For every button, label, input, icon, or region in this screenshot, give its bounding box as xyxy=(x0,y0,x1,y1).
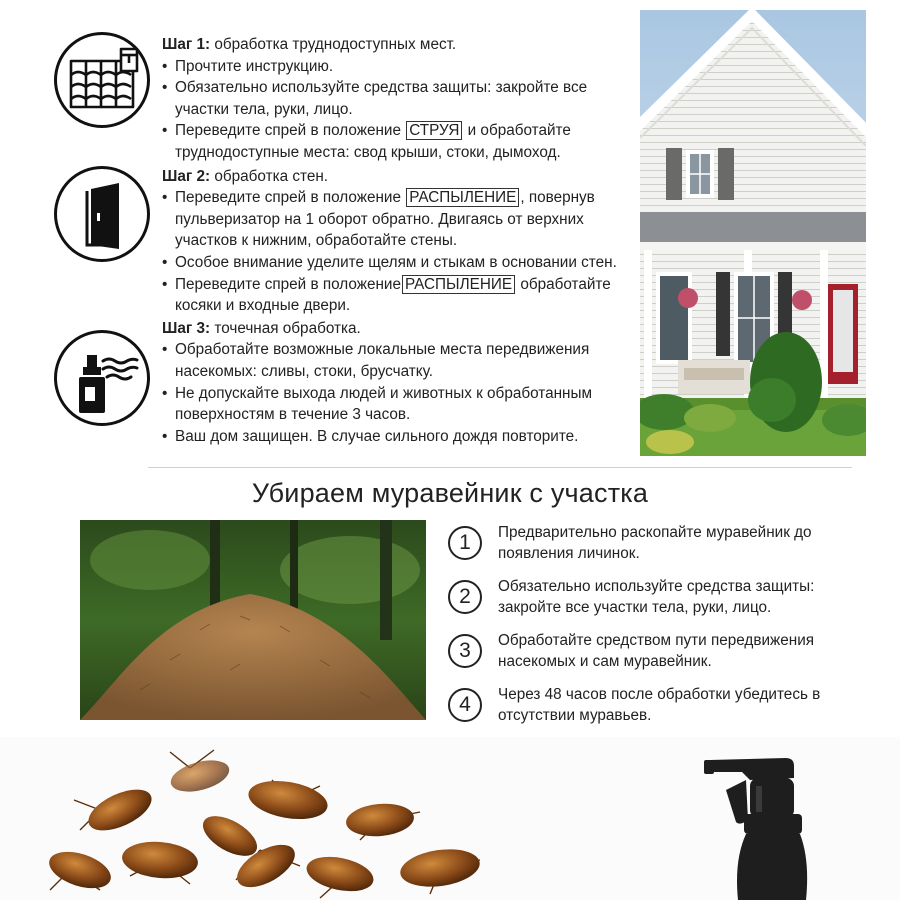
list-item xyxy=(442,628,882,678)
step-3-heading: Шаг 3: точечная обработка. xyxy=(162,319,361,337)
step-2 xyxy=(162,166,632,317)
spray-can-icon xyxy=(54,330,150,426)
step-number: 3 xyxy=(448,634,482,668)
anthill-photo xyxy=(80,520,426,720)
treatment-steps xyxy=(162,34,632,447)
step-3-bullet: • Не допускайте выхода людей и животных к обработанным поверхностям в течение 3 часов. xyxy=(162,383,632,426)
list-item xyxy=(442,520,882,570)
step-3-bullet: • Ваш дом защищен. В случае сильного дождя повторите. xyxy=(162,426,632,448)
roof-tiles-icon xyxy=(54,32,150,128)
step-2-bullet: • Особое внимание уделите щелям и стыкам в основании стен. xyxy=(162,252,632,274)
list-item xyxy=(442,574,882,624)
step-2-heading: Шаг 2: обработка стен. xyxy=(162,167,329,185)
list-item xyxy=(442,682,882,732)
step-1 xyxy=(162,34,632,164)
door-icon xyxy=(54,166,150,262)
step-1-bullet: • Обязательно используйте средства защиты: закройте все участки тела, руки, лицо. xyxy=(162,77,632,120)
step-2-bullet: • Переведите спрей в положение РАСПЫЛЕНИЕ обработайте косяки и входные двери. xyxy=(162,274,632,317)
section-divider xyxy=(148,467,852,468)
step-text: Обработайте средством пути передвижения насекомых и сам муравейник. xyxy=(498,632,815,670)
house-photo xyxy=(640,10,866,456)
spray-mode-label: РАСПЫЛЕНИЕ xyxy=(402,275,515,294)
cockroaches-photo xyxy=(40,740,520,900)
section-title: Убираем муравейник с участка xyxy=(251,478,649,508)
step-2-bullet: • Переведите спрей в положение РАСПЫЛЕНИЕ , повернув пульверизатор на 1 оборот обратно. Двигаясь от верхних участков к нижним, обработайте стены. xyxy=(162,187,632,252)
step-text: Через 48 часов после обработки убедитесь в отсутствии муравьев. xyxy=(498,686,821,724)
spray-bottle-photo xyxy=(690,750,850,900)
spray-mode-label: РАСПЫЛЕНИЕ xyxy=(406,188,519,207)
step-3-bullet: • Обработайте возможные локальные места передвижения насекомых: сливы, стоки, брусчатку. xyxy=(162,339,632,382)
step-number: 2 xyxy=(448,580,482,614)
step-1-bullet: • Прочтите инструкцию. xyxy=(162,56,632,78)
step-3 xyxy=(162,318,632,448)
step-text: Предварительно раскопайте муравейник до появления личинок. xyxy=(498,524,812,562)
step-number: 1 xyxy=(448,526,482,560)
step-1-heading: Шаг 1: обработка труднодоступных мест. xyxy=(162,36,457,53)
step-text: Обязательно используйте средства защиты: закройте все участки тела, руки, лицо. xyxy=(498,578,815,616)
spray-mode-label: СТРУЯ xyxy=(406,121,462,140)
step-number: 4 xyxy=(448,688,482,722)
step-1-bullet: • Переведите спрей в положение СТРУЯ и обработайте труднодоступные места: свод крыши, стоки, дымоход. xyxy=(162,120,632,163)
